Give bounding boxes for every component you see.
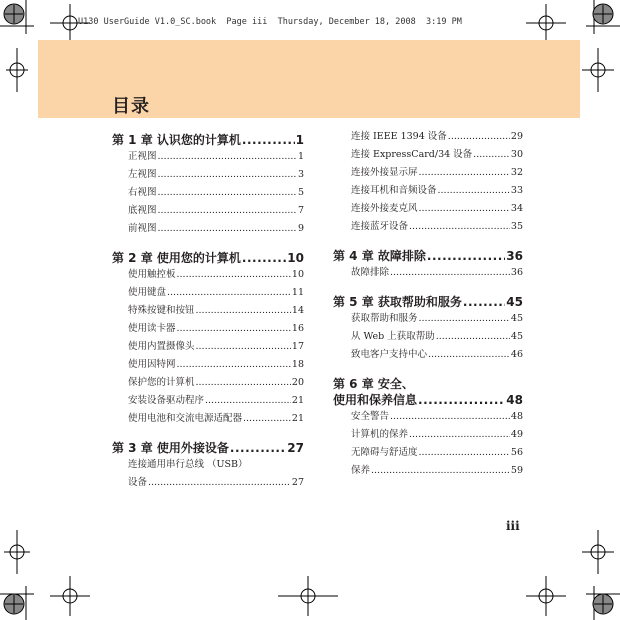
- entry-label: 使用键盘: [128, 287, 167, 298]
- leader-dots: [167, 284, 291, 302]
- entry-label: 保护您的计算机: [128, 377, 195, 388]
- entry-page: 18: [291, 359, 304, 370]
- leader-dots: [158, 202, 297, 220]
- chapter-heading[interactable]: [112, 132, 304, 148]
- entry-label: 安全警告: [351, 411, 390, 422]
- toc-entry[interactable]: [128, 220, 304, 238]
- toc-entry[interactable]: [351, 328, 523, 346]
- entry-page: 46: [510, 349, 523, 360]
- chapter-heading[interactable]: [112, 440, 304, 456]
- leader-dots: [419, 310, 510, 328]
- chapter-3-continued: [333, 128, 523, 236]
- leader-dots: [428, 346, 510, 364]
- leader-dots: [419, 164, 510, 182]
- entry-label-line1: 连接通用串行总线 （USB）: [128, 459, 248, 470]
- entry-page: 35: [510, 221, 523, 232]
- entry-label: 保养: [351, 465, 371, 476]
- toc-entry[interactable]: [351, 164, 523, 182]
- toc-entry[interactable]: [128, 456, 304, 492]
- entry-page: 20: [291, 377, 304, 388]
- toc-entry[interactable]: [351, 408, 523, 426]
- entry-label: 使用电池和交流电源适配器: [128, 413, 243, 424]
- entry-page: 7: [297, 205, 304, 216]
- entry-page: 30: [510, 149, 523, 160]
- leader-dots: [230, 440, 286, 456]
- page-number: iii: [506, 519, 520, 533]
- toc-left-column: [112, 132, 304, 504]
- toc-entry[interactable]: [128, 356, 304, 374]
- leader-dots: [242, 132, 295, 148]
- toc-entry[interactable]: [128, 410, 304, 428]
- toc-entry[interactable]: [351, 310, 523, 328]
- entry-label: 右视图: [128, 187, 157, 198]
- entry-label: 从 Web 上获取帮助: [351, 331, 435, 342]
- toc-entry[interactable]: [128, 266, 304, 284]
- entry-page: 49: [510, 429, 523, 440]
- entry-page: 3: [297, 169, 304, 180]
- entry-page: 21: [291, 395, 304, 406]
- entry-page: 21: [291, 413, 304, 424]
- entry-label: 获取帮助和服务: [351, 313, 418, 324]
- leader-dots: [463, 294, 505, 310]
- chapter-4: [333, 248, 523, 282]
- toc-entry[interactable]: [128, 284, 304, 302]
- entry-page: 59: [510, 465, 523, 476]
- entry-page: 36: [510, 267, 523, 278]
- entry-page: 1: [297, 151, 304, 162]
- entry-label: 使用因特网: [128, 359, 176, 370]
- entry-label: 致电客户支持中心: [351, 349, 428, 360]
- entry-label: 特殊按键和按钮: [128, 305, 195, 316]
- chapter-1: [112, 132, 304, 238]
- leader-dots: [448, 128, 510, 146]
- toc-entry[interactable]: [351, 128, 523, 146]
- entry-page: 34: [510, 203, 523, 214]
- leader-dots: [390, 264, 510, 282]
- chapter-5: [333, 294, 523, 364]
- chapter-3: [112, 440, 304, 492]
- entry-label: 使用内置摄像头: [128, 341, 195, 352]
- chapter-title: 第 3 章 使用外接设备: [112, 441, 229, 455]
- entry-label: 使用触控板: [128, 269, 176, 280]
- entry-label: 连接外接显示屏: [351, 167, 418, 178]
- leader-dots: [196, 302, 291, 320]
- entry-label: 正视图: [128, 151, 157, 162]
- chapter-page: 36: [506, 249, 523, 263]
- chapter-title: 第 2 章 使用您的计算机: [112, 251, 241, 265]
- toc-right-column: [333, 132, 523, 492]
- leader-dots: [427, 248, 505, 264]
- toc-entry[interactable]: [128, 338, 304, 356]
- entry-page: 29: [510, 131, 523, 142]
- leader-dots: [242, 250, 286, 266]
- leader-dots: [438, 182, 510, 200]
- leader-dots: [409, 218, 510, 236]
- chapter-2: [112, 250, 304, 428]
- chapter-title-line1: 第 6 章 安全、: [333, 377, 414, 391]
- chapter-6: [333, 376, 523, 480]
- entry-label: 底视图: [128, 205, 157, 216]
- entry-page: 17: [291, 341, 304, 352]
- entry-label-line2: 设备: [128, 477, 148, 488]
- toc-entry[interactable]: [128, 320, 304, 338]
- leader-dots: [371, 462, 510, 480]
- toc-entry[interactable]: [128, 184, 304, 202]
- chapter-title-line2: 使用和保养信息: [333, 393, 418, 407]
- toc-entry[interactable]: [351, 218, 523, 236]
- chapter-title: 第 5 章 获取帮助和服务: [333, 295, 462, 309]
- toc-entry[interactable]: [351, 146, 523, 164]
- entry-page: 16: [291, 323, 304, 334]
- leader-dots: [409, 426, 510, 444]
- entry-label: 连接 ExpressCard/34 设备: [351, 149, 473, 160]
- leader-dots: [177, 356, 291, 374]
- leader-dots: [177, 266, 291, 284]
- toc-entry[interactable]: [351, 200, 523, 218]
- entry-label: 计算机的保养: [351, 429, 409, 440]
- toc-entry[interactable]: [128, 374, 304, 392]
- entry-label: 连接 IEEE 1394 设备: [351, 131, 447, 142]
- chapter-page: 48: [506, 393, 523, 407]
- leader-dots: [436, 328, 510, 346]
- entry-label: 无障碍与舒适度: [351, 447, 418, 458]
- chapter-heading[interactable]: [333, 294, 523, 310]
- print-slug: U130 UserGuide V1.0_SC.book Page iii Thursday, December 18, 2008 3:19 PM: [78, 17, 462, 27]
- entry-label: 左视图: [128, 169, 157, 180]
- toc-entry[interactable]: [128, 392, 304, 410]
- leader-dots: [158, 184, 297, 202]
- chapter-page: 1: [295, 133, 304, 147]
- toc-entry[interactable]: [351, 444, 523, 462]
- leader-dots: [158, 148, 297, 166]
- leader-dots: [419, 200, 510, 218]
- toc-entry[interactable]: [351, 426, 523, 444]
- entry-label: 安装设备驱动程序: [128, 395, 205, 406]
- chapter-heading[interactable]: [333, 376, 523, 408]
- chapter-page: 45: [506, 295, 523, 309]
- chapter-title: 第 1 章 认识您的计算机: [112, 133, 241, 147]
- toc-entry[interactable]: [128, 148, 304, 166]
- leader-dots: [205, 392, 291, 410]
- leader-dots: [158, 220, 297, 238]
- leader-dots: [419, 444, 510, 462]
- entry-page: 45: [510, 331, 523, 342]
- toc-entry[interactable]: [351, 182, 523, 200]
- leader-dots: [196, 338, 291, 356]
- toc-entry[interactable]: [128, 166, 304, 184]
- chapter-page: 27: [287, 441, 304, 455]
- entry-label: 连接蓝牙设备: [351, 221, 409, 232]
- leader-dots: [390, 408, 510, 426]
- leader-dots: [243, 410, 291, 428]
- entry-page: 48: [510, 411, 523, 422]
- entry-page: 11: [291, 287, 304, 298]
- toc-entry[interactable]: [351, 264, 523, 282]
- entry-page: 56: [510, 447, 523, 458]
- entry-page: 33: [510, 185, 523, 196]
- leader-dots: [418, 392, 505, 408]
- entry-page: 9: [297, 223, 304, 234]
- entry-label: 使用读卡器: [128, 323, 176, 334]
- page-title: 目录: [112, 96, 150, 117]
- toc-entry[interactable]: [128, 302, 304, 320]
- entry-label: 前视图: [128, 223, 157, 234]
- entry-page: 32: [510, 167, 523, 178]
- leader-dots: [473, 146, 510, 164]
- entry-page: 27: [291, 477, 304, 488]
- entry-label: 故障排除: [351, 267, 390, 278]
- entry-label: 连接外接麦克风: [351, 203, 418, 214]
- toc-entry[interactable]: [351, 462, 523, 480]
- chapter-page: 10: [287, 251, 304, 265]
- toc-entry[interactable]: [351, 346, 523, 364]
- chapter-title: 第 4 章 故障排除: [333, 249, 426, 263]
- entry-page: 10: [291, 269, 304, 280]
- leader-dots: [177, 320, 291, 338]
- chapter-heading[interactable]: [333, 248, 523, 264]
- entry-page: 45: [510, 313, 523, 324]
- leader-dots: [196, 374, 291, 392]
- entry-page: 14: [291, 305, 304, 316]
- chapter-heading[interactable]: [112, 250, 304, 266]
- entry-label: 连接耳机和音频设备: [351, 185, 437, 196]
- leader-dots: [158, 166, 297, 184]
- toc-entry[interactable]: [128, 202, 304, 220]
- leader-dots: [148, 474, 291, 492]
- entry-page: 5: [297, 187, 304, 198]
